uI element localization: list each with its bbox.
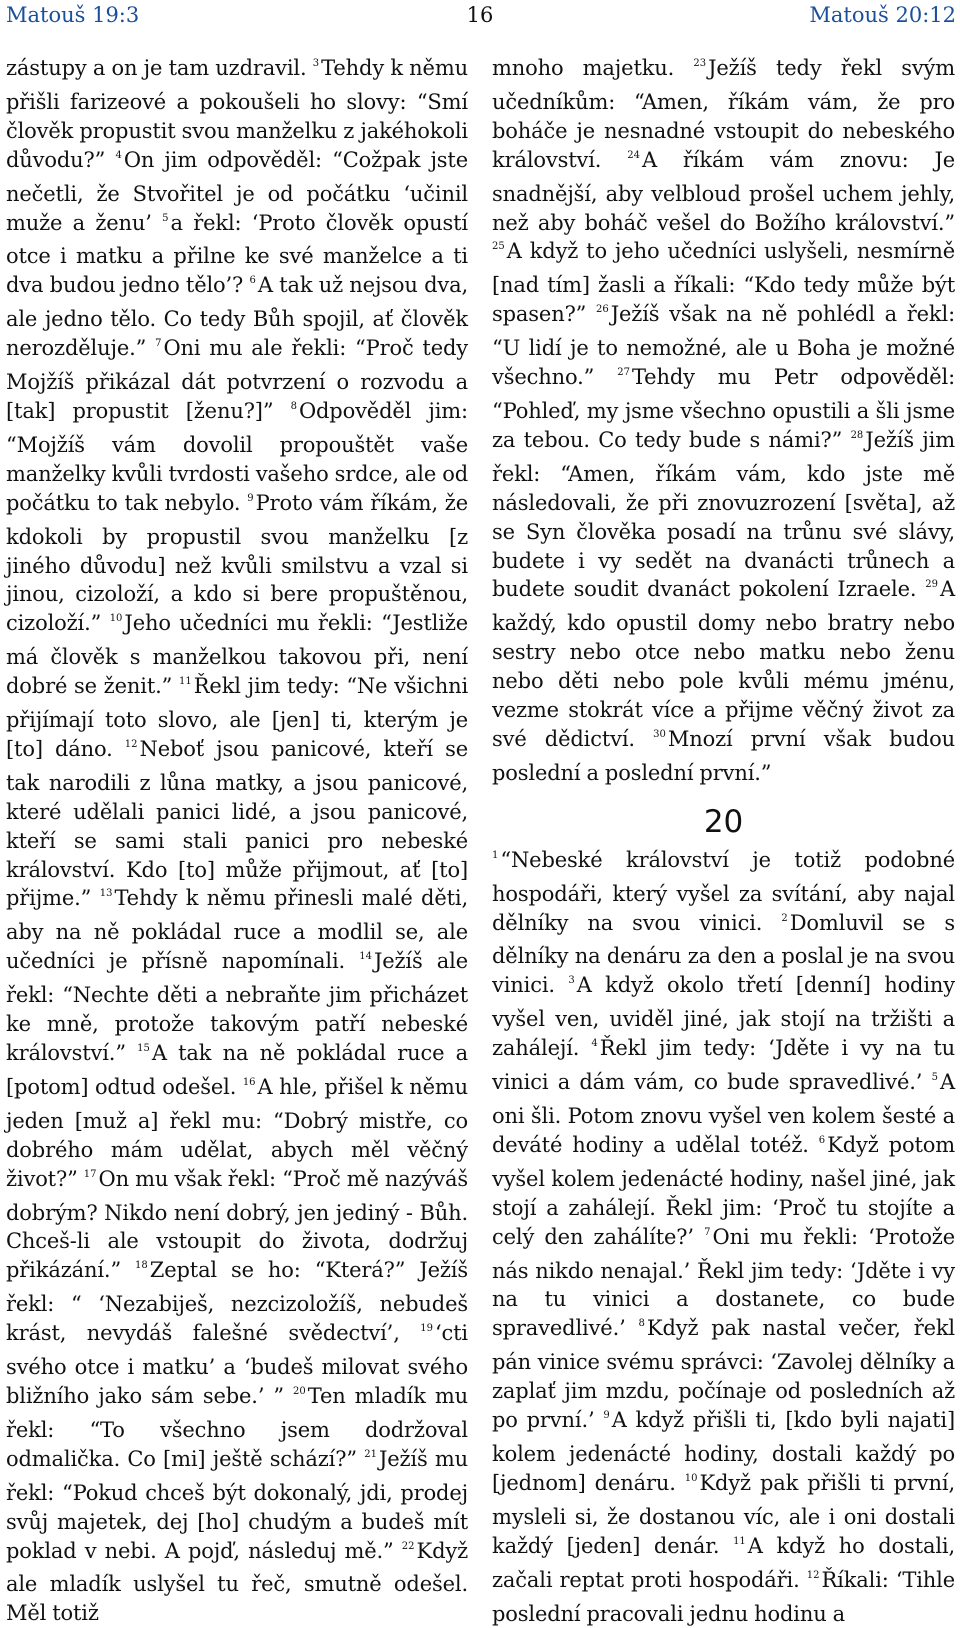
verse-number: 14 <box>359 951 372 963</box>
verse-text: Říkali: ‘Tihle poslední pracovali jednu hodinu a <box>492 1567 955 1626</box>
verse-text: On jim odpověděl: “Cožpak jste nečetli, že Stvořitel je od počátku ‘učinil muže a ženu’ <box>6 147 468 235</box>
verse-number: 9 <box>603 1410 610 1422</box>
verse-text: Ježíš jim řekl: “Amen, říkám vám, kdo jste mě následovali, že při znovuzrození [světa], až se Syn člověka posadí na trůnu své slávy, budete i vy sedět na dvanácti trůnech a budete soudit dvanáct pokolení Izraele. <box>492 427 955 602</box>
verse-text: a řekl: ‘Proto člověk opustí otce i matku a přilne ke své manželce a ti dva budou jedno tělo’? <box>6 210 468 298</box>
left-column-text <box>6 54 468 1628</box>
verse-text: Řekl jim tedy: ‘Jděte i vy na tu vinici a dám vám, co bude spravedlivé.’ <box>492 1036 955 1095</box>
verse-number: 19 <box>420 1323 433 1335</box>
verse-number: 26 <box>596 304 609 316</box>
verse-text: Když ale mladík uslyšel tu řeč, smutně odešel. Měl totiž <box>6 1538 468 1626</box>
verse-number: 10 <box>684 1472 698 1484</box>
verse-number: 18 <box>135 1260 148 1272</box>
verse-number: 2 <box>781 912 788 924</box>
verse-number: 30 <box>653 728 666 740</box>
verse-number: 22 <box>401 1540 415 1552</box>
verse-text: Zeptal se ho: “Která?” Ježíš řekl: “ ‘Nezabiješ, nezcizoložíš, nebudeš krást, nevydáš falešné svědectví’, <box>6 1258 468 1346</box>
verse-text: Když potom vyšel kolem jedenácté hodiny, našel jiné, jak stojí a zahálejí. Řekl jim: ‘Proč tu stojíte a celý den zahálíte?’ <box>492 1132 955 1249</box>
verse-text: Řekl jim tedy: “Ne všichni přijímají toto slovo, ale [jen] ti, kterým je [to] dáno. <box>6 674 469 761</box>
verse-number: 6 <box>818 1134 826 1146</box>
left-column <box>6 54 468 1628</box>
verse-number: 7 <box>704 1226 711 1238</box>
verse-text: ‘cti svého otce i matku’ a ‘budeš milovat svého bližního jako sám sebe.’ ” <box>6 1321 468 1408</box>
verse-text: A když okolo třetí [denní] hodiny vyšel ven, uviděl jiné, jak stojí na tržišti a zahálejí. <box>492 973 956 1061</box>
verse-text: A hle, přišel k němu jeden [muž a] řekl mu: “Dobrý mistře, co dobrého mám udělat, abych měl věčný život?” <box>6 1074 468 1191</box>
verse-number: 16 <box>242 1076 256 1088</box>
verse-text: mnoho majetku. <box>492 56 675 80</box>
verse-text: A když ho dostali, začali reptat proti hospodáři. <box>492 1533 955 1592</box>
verse-text: Tehdy k němu přinesli malé děti, aby na ně pokládal ruce a modlil se, ale učedníci je přísně napomínali. <box>6 886 469 974</box>
verse-text: Když pak přišli ti první, mysleli si, že dostanou víc, ale i oni dostali každý [jeden] denár. <box>492 1470 955 1558</box>
verse-text: Ten mladík mu řekl: “To všechno jsem dodržoval odmalička. Co [mi] ještě schází?” <box>6 1383 468 1471</box>
verse-number: 1 <box>492 849 499 861</box>
verse-text: A tak na ně pokládal ruce a [potom] odtud odešel. <box>6 1041 468 1099</box>
verse-number: 23 <box>693 58 707 69</box>
verse-number: 8 <box>290 400 297 412</box>
verse-text: Jeho učedníci mu řekli: “Jestliže má člověk s manželkou takovou při, není dobré se ženit.” <box>6 611 469 699</box>
chapter-heading: 20 <box>703 803 744 840</box>
verse-number: 27 <box>617 367 630 379</box>
verse-text: Ježíš tedy řekl svým učedníkům: “Amen, říkám vám, že pro boháče je nesnadné vstoupit do nebeského království. <box>492 56 956 172</box>
right-column-text-ch20 <box>492 846 955 1628</box>
verse-text: zástupy a on je tam uzdravil. <box>6 56 307 80</box>
running-head-start: Matouš 19:3 <box>6 3 140 27</box>
verse-number: 28 <box>850 429 864 441</box>
verse-text: Když pak nastal večer, řekl pán vinice svému správci: ‘Zavolej dělníky a zaplať jim mzdu, počínaje od posledních až po první.’ <box>492 1316 955 1433</box>
verse-number: 7 <box>155 338 162 350</box>
verse-text: Oni mu řekli: ‘Protože nás nikdo nenajal.’ Řekl jim tedy: ‘Jděte i vy na tu vinici a dostanete, co bude spravedlivé.’ <box>492 1224 955 1341</box>
verse-number: 25 <box>492 241 505 253</box>
verse-number: 20 <box>293 1385 306 1397</box>
verse-number: 4 <box>115 149 122 161</box>
verse-text: Ježíš však na ně pohlédl a řekl: “U lidí je to nemožné, ale u Boha je možné všechno.” <box>492 302 955 390</box>
verse-number: 9 <box>247 492 254 504</box>
verse-number: 13 <box>99 888 113 900</box>
verse-text: Domluvil se s dělníky na denáru za den a poslal je na svou vinici. <box>492 910 955 998</box>
verse-number: 11 <box>733 1535 746 1547</box>
verse-number: 4 <box>591 1038 598 1050</box>
verse-text: Ježíš mu řekl: “Pokud chceš být dokonalý, jdi, prodej svůj majetek, dej [ho] chudým a budeš mít poklad v nebi. A pojď, následuj mě.” <box>6 1446 468 1563</box>
page-header <box>0 0 960 34</box>
verse-text: “Nebeské království je totiž podobné hospodáři, který vyšel za svítání, aby najal dělníky na svou vinici. <box>492 847 955 935</box>
verse-number: 11 <box>179 676 192 688</box>
verse-number: 3 <box>312 58 320 69</box>
verse-text: A říkám vám znovu: Je snadnější, aby velbloud prošel uchem jehly, než aby boháč vešel do Božího království.” <box>492 147 955 235</box>
verse-number: 21 <box>364 1448 377 1460</box>
verse-text: Neboť jsou panicové, kteří se tak narodili z lůna matky, a jsou panicové, které udělali panici lidé, a jsou panicové, kteří se sami stali panici pro nebeské království. Kdo [to] může přijmout, ať [to] přijme.” <box>6 736 468 911</box>
verse-number: 5 <box>931 1072 938 1084</box>
verse-text: Proto vám říkám, že kdokoli by propustil svou manželku [z jiného důvodu] než kvůli smilstvu a vzal si jinou, cizoloží, a kdo si bere propuštěnou, cizoloží.” <box>6 490 468 636</box>
verse-number: 8 <box>638 1318 645 1330</box>
verse-text: On mu však řekl: “Proč mě nazýváš dobrým? Nikdo není dobrý, jen jediný - Bůh. Chceš-li ale vstoupit do života, dodržuj přikázání.” <box>6 1166 468 1283</box>
running-head-end: Matouš 20:12 <box>809 3 956 27</box>
page-number: 16 <box>466 3 494 27</box>
verse-number: 24 <box>627 149 640 161</box>
verse-number: 29 <box>925 579 938 591</box>
verse-number: 3 <box>568 975 575 987</box>
verse-number: 5 <box>162 212 169 224</box>
verse-number: 12 <box>806 1569 820 1581</box>
verse-text: A když to jeho učedníci uslyšeli, nesmírně [nad tím] žasli a říkali: “Kdo tedy může být spasen?” <box>492 239 955 327</box>
verse-text: Tehdy k němu přišli farizeové a pokoušeli ho slovy: “Smí člověk propustit svou manželku z jakéhokoli důvodu?” <box>6 56 468 172</box>
verse-number: 17 <box>83 1168 97 1180</box>
verse-text: A tak už nejsou dva, ale jedno tělo. Co tedy Bůh spojil, ať člověk nerozděluje.” <box>6 273 469 361</box>
verse-text: A každý, kdo opustil domy nebo bratry nebo sestry nebo otce nebo matku nebo ženu nebo děti nebo pole kvůli mému jménu, vezme stokrát více a přijme věčný život za své dědictví. <box>492 577 955 751</box>
verse-text: Oni mu ale řekli: “Proč tedy Mojžíš přikázal dát potvrzení o rozvodu a [tak] propustit [ženu?]” <box>6 336 468 423</box>
verse-number: 12 <box>124 738 138 750</box>
verse-number: 10 <box>109 613 123 625</box>
verse-text: Ježíš ale řekl: “Nechte děti a nebraňte jim přicházet ke mně, protože takovým patří nebeské království.” <box>6 949 468 1065</box>
verse-number: 15 <box>137 1043 150 1054</box>
right-column <box>492 54 955 1628</box>
verse-text: Mnozí první však budou poslední a poslední první.” <box>492 726 956 785</box>
verse-text: A oni šli. Potom znovu vyšel ven kolem šesté a deváté hodiny a udělal totéž. <box>492 1070 955 1157</box>
verse-text: Odpověděl jim: “Mojžíš vám dovolil propouštět vaše manželky kvůli tvrdosti vašeho srdce, ale od počátku to tak nebylo. <box>6 398 468 515</box>
verse-number: 6 <box>249 275 256 287</box>
right-column-text-ch19 <box>492 54 955 788</box>
verse-text: Tehdy mu Petr odpověděl: “Pohleď, my jsme všechno opustili a šli jsme za tebou. Co tedy bude s námi?” <box>492 365 956 452</box>
verse-text: A když přišli ti, [kdo byli najati] kolem jedenácté hodiny, dostali každý po [jednom] denáru. <box>492 1408 956 1495</box>
